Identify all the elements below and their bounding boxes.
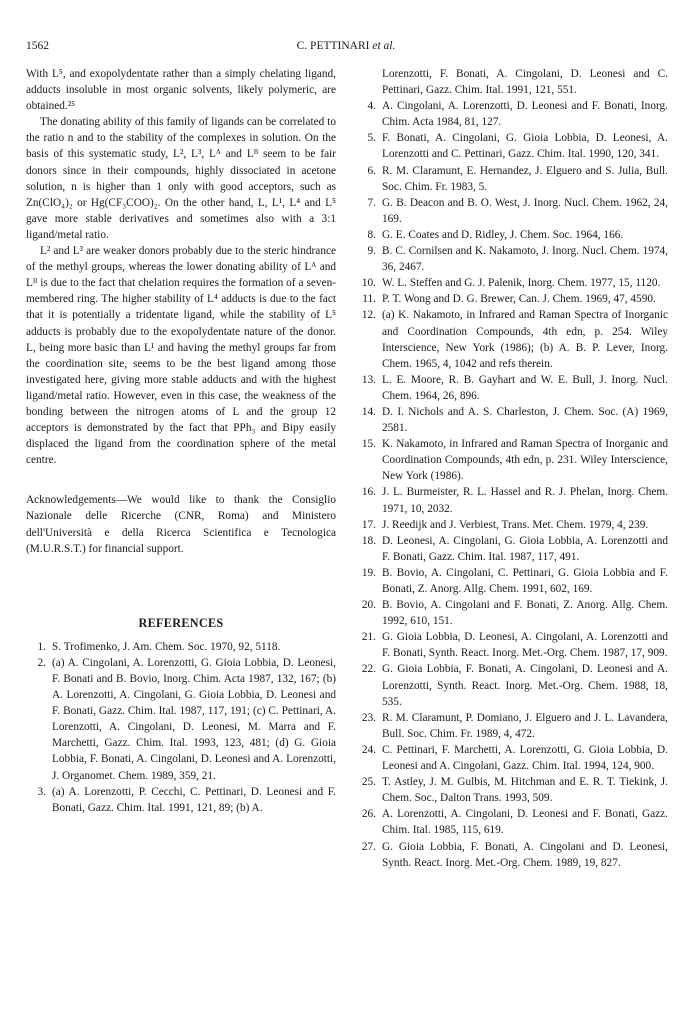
reference-item	[356, 629, 668, 661]
reference-number: 12.	[361, 309, 376, 322]
reference-number: 19.	[361, 566, 376, 579]
reference-item	[356, 806, 668, 838]
reference-text: G. Gioia Lobbia, F. Bonati, A. Cingolani, D. Leonesi and A. Lorenzotti, Synth. React. Inorg. Met.-Org. Chem. 1988, 18, 535.	[382, 663, 668, 708]
reference-item	[356, 66, 668, 98]
reference-item	[356, 163, 668, 195]
body-paragraph: With L⁵, and exopolydentate rather than a simply chelating ligand, adducts insoluble in most organic solvents, likely polymeric, are obtained.²⁵	[26, 68, 336, 113]
reference-item	[356, 661, 668, 709]
reference-number: 13.	[361, 373, 376, 386]
reference-item	[356, 227, 668, 243]
right-column	[356, 66, 668, 871]
reference-item	[356, 742, 668, 774]
reference-number: 1.	[37, 640, 46, 653]
reference-number: 16.	[361, 486, 376, 499]
reference-number: 26.	[361, 808, 376, 821]
reference-item	[356, 839, 668, 871]
body-paragraph: L² and L³ are weaker donors probably due to the steric hindrance of the methyl groups, whereas the lower donating ability of Lᴬ and Lᴮ is due to the fact that chelation requires the formation of a seven-membered ring. The higher stability of L⁴ adducts is due to the fact that it is potentially a tridentate ligand, while the stability of L⁵ adducts is probably due to the exopolydentate nature of the donor. L, being more basic than L¹ and having the methyl groups far from the coordination site, seems to be the best ligand among those investigated here, giving more stable adducts and with the highest ligand/metal ratio. However, even in this case, the weakness of the bonding between the nitrogen atoms of L and the group 12 acceptors is demonstrated by the fact that PPh₃ and Bipy easily displaced the ligand from the coordination sphere of the metal centre.	[26, 245, 336, 467]
reference-list-left	[26, 639, 336, 816]
reference-number: 7.	[367, 196, 376, 209]
running-head-author: C. PETTINARI	[296, 40, 370, 52]
reference-text: S. Trofimenko, J. Am. Chem. Soc. 1970, 92, 5118.	[52, 640, 281, 653]
left-column	[26, 66, 336, 816]
reference-item	[356, 533, 668, 565]
reference-text: F. Bonati, A. Cingolani, G. Gioia Lobbia, D. Leonesi, A. Lorenzotti and C. Pettinari, Gazz. Chim. Ital. 1990, 120, 341.	[382, 132, 668, 161]
page-header	[26, 40, 666, 56]
reference-number: 8.	[367, 228, 376, 241]
reference-item	[356, 372, 668, 404]
reference-text: (a) A. Cingolani, A. Lorenzotti, G. Gioia Lobbia, D. Leonesi, F. Bonati and B. Bovio, Inorg. Chim. Acta 1987, 132, 167; (b) A. Lorenzotti, A. Cingolani, G. Gioia Lobbia, D. Leonesi and F. Bonati, Gazz. Chim. Ital. 1987, 117, 191; (c) C. Pettinari, A. Lorenzotti, A. Cingolani, D. Leonesi, M. Marra and F. Marchetti, Gazz. Chim. Ital. 1993, 123, 481; (d) G. Gioia Lobbia, F. Bonati, A. Cingolani, D. Leonesi and A. Lorenzotti, J. Organomet. Chem. 1989, 359, 21.	[52, 656, 336, 782]
reference-number: 24.	[361, 743, 376, 756]
reference-number: 22.	[361, 663, 376, 676]
reference-text: D. I. Nichols and A. S. Charleston, J. Chem. Soc. (A) 1969, 2581.	[382, 405, 668, 435]
reference-text: (a) K. Nakamoto, in Infrared and Raman Spectra of Inorganic and Coordination Compounds, 4th edn, p. 254. Wiley Interscience, New York (1986); (b) A. B. P. Lever, Inorg. Chem. 1965, 4, 1042 and refs therein.	[382, 309, 668, 370]
reference-number: 23.	[361, 711, 376, 724]
reference-number: 25.	[361, 776, 376, 789]
reference-item	[356, 565, 668, 597]
reference-number: 2.	[37, 656, 46, 669]
reference-text: A. Lorenzotti, A. Cingolani, D. Leonesi and F. Bonati, Gazz. Chim. Ital. 1985, 115, 619.	[382, 808, 668, 837]
reference-item	[356, 517, 668, 533]
reference-item	[356, 291, 668, 307]
reference-number: 21.	[361, 631, 376, 644]
reference-text: C. Pettinari, F. Marchetti, A. Lorenzotti, G. Gioia Lobbia, D. Leonesi and A. Cingolani, Gazz. Chim. Ital. 1994, 124, 900.	[382, 743, 668, 773]
reference-text: G. Gioia Lobbia, D. Leonesi, A. Cingolani, A. Lorenzotti and F. Bonati, Synth. React. Inorg. Met.-Org. Chem. 1987, 17, 909.	[382, 631, 668, 660]
reference-list-right	[356, 66, 668, 871]
reference-item	[356, 710, 668, 742]
reference-item	[356, 98, 668, 130]
reference-text: K. Nakamoto, in Infrared and Raman Spectra of Inorganic and Coordination Compounds, 4th edn, p. 231. Wiley Interscience, New York (1986).	[382, 438, 668, 483]
reference-item	[26, 655, 336, 784]
references-heading: REFERENCES	[138, 615, 224, 630]
reference-text: A. Cingolani, A. Lorenzotti, D. Leonesi and F. Bonati, Inorg. Chim. Acta 1984, 81, 127.	[382, 100, 668, 129]
reference-item	[356, 195, 668, 227]
reference-item	[356, 307, 668, 371]
reference-number: 4.	[367, 100, 376, 113]
reference-text: T. Astley, J. M. Gulbis, M. Hitchman and E. R. T. Tiekink, J. Chem. Soc., Dalton Trans. 1993, 509.	[382, 776, 668, 805]
reference-item	[26, 784, 336, 816]
page-number: 1562	[26, 40, 49, 52]
reference-number: 10.	[361, 277, 376, 290]
reference-text: B. C. Cornilsen and K. Nakamoto, J. Inorg. Nucl. Chem. 1974, 36, 2467.	[382, 245, 668, 274]
reference-text: B. Bovio, A. Cingolani, C. Pettinari, G. Gioia Lobbia and F. Bonati, Z. Anorg. Allg. Chem. 1991, 602, 169.	[382, 566, 668, 595]
reference-text: G. Gioia Lobbia, F. Bonati, A. Cingolani and D. Leonesi, Synth. React. Inorg. Met.-Org. Chem. 1989, 19, 827.	[382, 840, 668, 869]
reference-item	[356, 774, 668, 806]
reference-number: 9.	[367, 245, 376, 258]
reference-number: 14.	[361, 405, 376, 418]
reference-number: 27.	[361, 840, 376, 853]
reference-text: R. M. Claramunt, E. Hernandez, J. Elguero and S. Julia, Bull. Soc. Chim. Fr. 1983, 5.	[382, 164, 668, 193]
reference-item	[356, 404, 668, 436]
reference-text: (a) A. Lorenzotti, P. Cecchi, C. Pettinari, D. Leonesi and F. Bonati, Gazz. Chim. Ital. 1991, 121, 89; (b) A.	[52, 785, 336, 814]
reference-number: 3.	[37, 785, 46, 798]
reference-text: W. L. Steffen and G. J. Palenik, Inorg. Chem. 1977, 15, 1120.	[382, 277, 661, 290]
reference-number: 17.	[361, 518, 376, 531]
running-head-suffix: et al.	[372, 40, 396, 52]
reference-number: 15.	[361, 438, 376, 451]
running-head	[26, 40, 666, 52]
reference-item	[26, 639, 336, 655]
reference-number: 11.	[362, 293, 376, 306]
reference-number: 18.	[361, 534, 376, 547]
reference-text: J. L. Burmeister, R. L. Hassel and R. J. Phelan, Inorg. Chem. 1971, 10, 2032.	[382, 486, 668, 515]
reference-number: 20.	[361, 599, 376, 612]
reference-item	[356, 275, 668, 291]
reference-text: G. B. Deacon and B. O. West, J. Inorg. Nucl. Chem. 1962, 24, 169.	[382, 196, 668, 225]
reference-number: 5.	[367, 132, 376, 145]
reference-item	[356, 436, 668, 484]
reference-text: Lorenzotti, F. Bonati, A. Cingolani, D. Leonesi and C. Pettinari, Gazz. Chim. Ital. 1991, 121, 551.	[382, 68, 668, 97]
reference-item	[356, 597, 668, 629]
reference-item	[356, 130, 668, 162]
reference-text: L. E. Moore, R. B. Gayhart and W. E. Bull, J. Inorg. Nucl. Chem. 1964, 26, 896.	[382, 373, 668, 402]
reference-text: G. E. Coates and D. Ridley, J. Chem. Soc. 1964, 166.	[382, 228, 624, 241]
reference-item	[356, 243, 668, 275]
reference-item	[356, 484, 668, 516]
body-paragraph: The donating ability of this family of ligands can be correlated to the ratio n and to the stability of the complexes in solution. On the basis of this systematic study, L², L³, Lᴬ and Lᴮ seem to be fair donors since in their compounds, highly dissociated in acetone solution, n is higher than 1 only with good acceptors, such as Zn(ClO₄)₂ or Hg(CF₃COO)₂. On the other hand, L, L¹, L⁴ and L⁵ gave more stable derivatives and sometimes also with a 3:1 ligand/metal ratio.	[26, 116, 336, 241]
reference-text: J. Reedijk and J. Verbiest, Trans. Met. Chem. 1979, 4, 239.	[382, 518, 649, 531]
reference-number: 6.	[367, 164, 376, 177]
acknowledgements: Acknowledgements—We would like to thank the Consiglio Nazionale delle Ricerche (CNR, Roma) and Ministero dell'Università e della Ricerca Scientifica e Tecnologica (M.U.R.S.T.) for financial support.	[26, 494, 336, 555]
reference-text: B. Bovio, A. Cingolani and F. Bonati, Z. Anorg. Allg. Chem. 1992, 610, 151.	[382, 599, 668, 628]
reference-text: D. Leonesi, A. Cingolani, G. Gioia Lobbia, A. Lorenzotti and F. Bonati, Gazz. Chim. Ital. 1987, 117, 491.	[382, 534, 668, 563]
reference-text: P. T. Wong and D. G. Brewer, Can. J. Chem. 1969, 47, 4590.	[382, 293, 656, 306]
reference-text: R. M. Claramunt, P. Domiano, J. Elguero and J. L. Lavandera, Bull. Soc. Chim. Fr. 1989, 4, 472.	[382, 711, 668, 740]
